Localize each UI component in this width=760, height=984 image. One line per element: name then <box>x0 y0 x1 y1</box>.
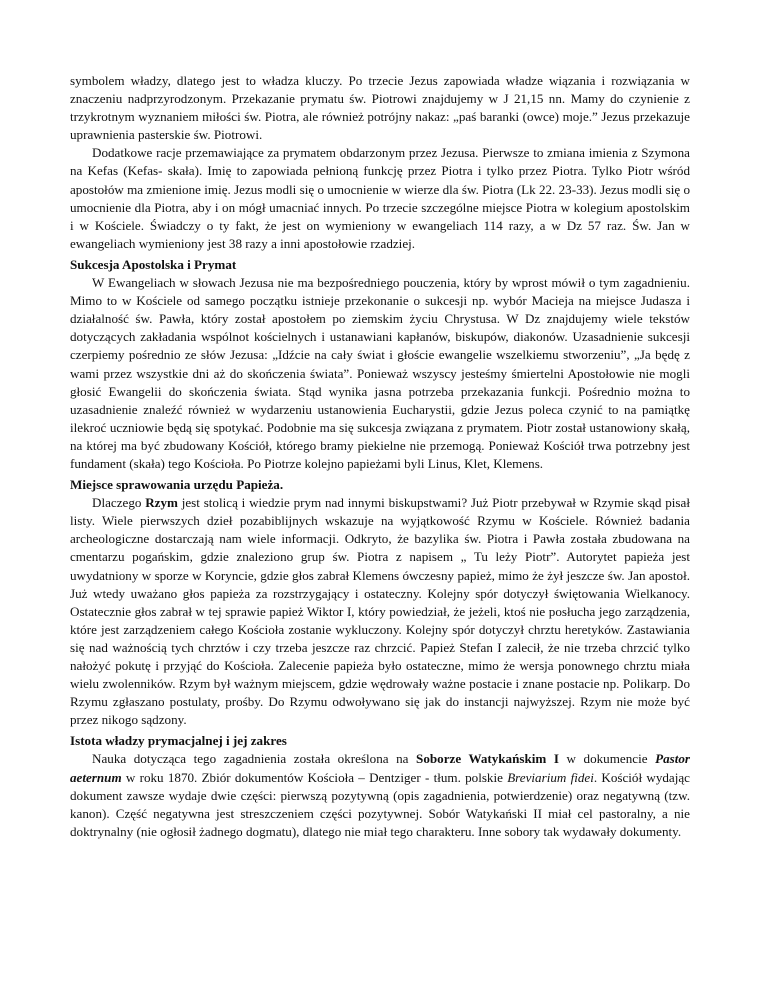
heading-istota-wladzy: Istota władzy prymacjalnej i jej zakres <box>70 733 287 749</box>
italic-breviarium: Breviarium fidei <box>507 769 594 785</box>
heading-miejsce-papieza: Miejsce sprawowania urzędu Papieża. <box>70 477 284 493</box>
text-part: Nauka dotycząca tego zagadnienia została określona na <box>92 751 417 767</box>
text-part: w dokumencie <box>558 751 656 767</box>
document-page <box>70 72 690 841</box>
italic-pastor-aeternum: Pastor aeternum <box>70 751 690 785</box>
text-part: w roku 1870. Zbiór dokumentów Kościoła – Dentziger - tłum. polskie <box>121 769 508 785</box>
text-body: jest stolicą i wiedzie prym nad innymi biskupstwami? Już Piotr przebywał w Rzymie skąd pisał listy. Wiele pierwszych dzieł pozabiblijnych wskazuje na wyjątkowość Rzymu w Kościele. Również badania archeologiczne dostarczają nam wiele informacji. Odkryto, że bazylika św. Piotra i Pawła została zbudowana na cmentarzu pogańskim, gdzie znaleziono grup św. Piotra z napisem „ Tu leży Piotr”. Autorytet papieża jest uwydatniony w sporze w Koryncie, gdzie głos zabrał Klemens ówczesny papież, mimo że żył jeszcze św. Jan apostoł. Już wtedy uważano głos papieża za rozstrzygający i ostateczny. Kolejny spór dotyczył świętowania Wielkanocy. Ostatecznie głos zabrał w tej sprawie papież Wiktor I, który powiedział, że jeżeli, ktoś nie posłucha jego zarządzenia, które jest zarządzeniem całego Kościoła zostanie wykluczony. Kolejny spór dotyczył chrztu heretyków. Zastawiania się nad ważnością tych chrztów i czy trzeba jeszcze raz chrzcić. Papież Stefan I zalecił, że nie trzeba chrzcić tylko nałożyć pokutę i przyjąć do Kościoła. Zalecenie papieża było ostateczne, mimo że wersja ponownego chrztu miała wielu zwolenników. Rzym był ważnym miejscem, gdzie wędrowały ważne postacie i znane postacie np. Polikarp. Do Rzymu zgłaszano postulaty, prośby. Do Rzymu odwoływano się jak do instancji najwyższej. Rzym nie może być przez nikogo sądzony. <box>70 495 690 728</box>
heading-sukcesja: Sukcesja Apostolska i Prymat <box>70 256 237 272</box>
text-part: . Kościół wydając dokument zawsze wydaje dwie części: pierwszą pozytywną (opis zagadnienia, potwierdzenie) oraz negatywną (tzw. kanon). Część negatywna jest streszczeniem części pozytywnej. Sobór Watykański II miał cel pastoralny, a nie doktrynalny (nie ogłosił żadnego dogmatu), dlatego nie miał tego charakteru. Inne sobory tak wydawały dokumenty. <box>70 769 690 839</box>
paragraph-istota-wladzy <box>70 750 690 840</box>
paragraph-miejsce-papieza <box>70 494 690 729</box>
text-lead: Dlaczego <box>92 495 146 511</box>
paragraph-sukcesja: W Ewangeliach w słowach Jezusa nie ma bezpośredniego pouczenia, który by wprost mówił o tym zagadnieniu. Mimo to w Kościele od samego początku istnieje przekonanie o sukcesji np. wybór Macieja na miejsce Judasza i działalność św. Pawła, który został apostołem po ziemskim życiu Chrystusa. W Dz znajdujemy wiele tekstów dotyczących zakładania wspólnot kościelnych i ustanawiani kapłanów, biskupów, diakonów. Uzasadnienie sukcesji czerpiemy pośrednio ze słów Jezusa: „Idźcie na cały świat i głoście ewangelie wszelkiemu stworzeniu”, „Ja będę z wami przez wszystkie dni aż do skończenia świata”. Ponieważ wszyscy jesteśmy śmiertelni Apostołowie nie mogli głosić Ewangelii do skończenia świata. Stąd wynika jasna potrzeba przekazania funkcji. Pośrednio można to uzasadnienie znaleźć również w wydarzeniu ustanowienia Eucharystii, gdzie Jezus poleca czynić to na pamiątkę ilekroć uczniowie będą się spotykać. Podobnie ma się sukcesja związana z prymatem. Piotr został ustanowiony skałą, na której ma być zbudowany Kościół, którego bramy piekielne nie przemogą. Ponieważ Kościół trwa potrzebny jest fundament (skała) tego Kościoła. Po Piotrze kolejno papieżami byli Linus, Klet, Klemens. <box>70 275 690 471</box>
paragraph-dodatkowe-racje: Dodatkowe racje przemawiające za prymatem obdarzonym przez Jezusa. Pierwsze to zmiana imienia z Szymona na Kefas (Kefas- skała). Imię to zapowiada pełnioną funkcję przez Piotra i tylko przez Piotra. Tylko Piotr wśród apostołów ma zmienione imię. Jezus modli się o umocnienie w wierze dla św. Piotra (Lk 22. 23-33). Jezus modli się o umocnienie dla Piotra, aby i on mógł umacniać innych. Po trzecie szczególne miejsce Piotra w kolegium apostolskim i w Kościele. Świadczy o ty fakt, że jest on wymieniony w ewangeliach 114 razy, a w Dz 57 raz. Św. Jan w ewangeliach wymieniony jest 38 razy a inni apostołowie rzadziej. <box>70 145 690 251</box>
bold-rzym: Rzym <box>145 495 178 511</box>
bold-sobor: Soborze Watykańskim I <box>416 751 559 767</box>
paragraph-prymat-klucze: symbolem władzy, dlatego jest to władza kluczy. Po trzecie Jezus zapowiada władze wiązania i rozwiązania w znaczeniu nadprzyrodzonym. Przekazanie prymatu św. Piotrowi znajdujemy w J 21,15 nn. Mamy do czynienie z trzykrotnym wyznaniem miłości św. Piotra, ale również potrójny nakaz: „paś baranki (owce) moje.” Jezus przekazuje uprawnienia pasterskie św. Piotrowi. <box>70 73 690 143</box>
